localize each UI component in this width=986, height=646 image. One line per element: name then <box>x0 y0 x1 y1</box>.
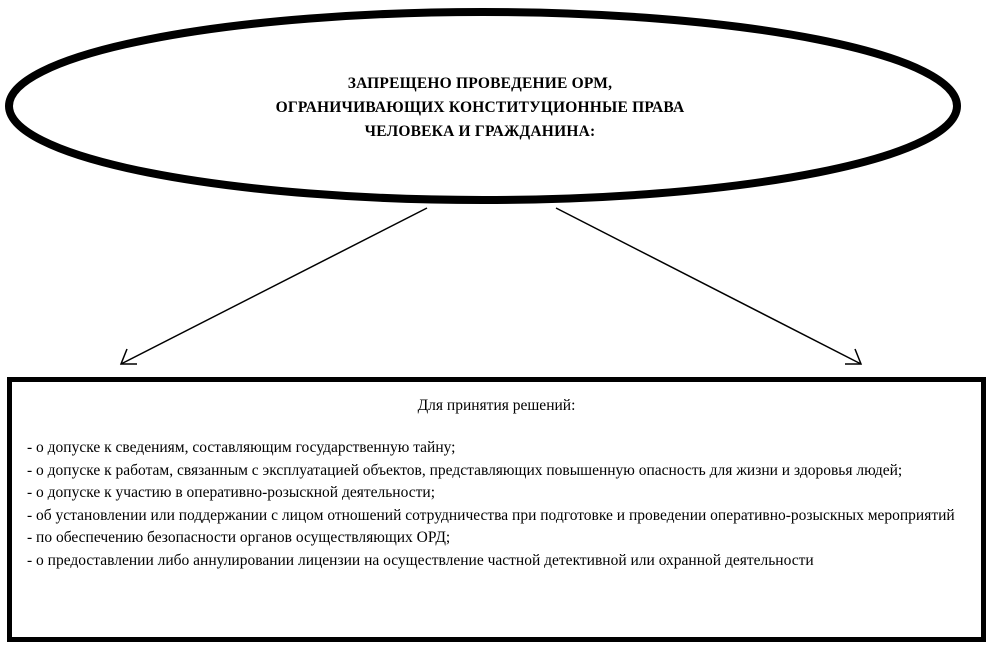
decisions-list <box>27 437 972 572</box>
list-item: - о предоставлении либо аннулировании лицензии на осуществление частной детективной или охранной деятельности <box>27 551 814 569</box>
oval-title <box>180 72 780 144</box>
box-heading: Для принятия решений: <box>417 397 576 414</box>
list-item: - о допуске к участию в оперативно-розыскной деятельности; <box>27 484 435 501</box>
oval-title-line: ЧЕЛОВЕКА И ГРАЖДАНИНА: <box>364 123 596 140</box>
list-item: - о допуске к работам, связанным с эксплуатацией объектов, представляющих повышенную опасность для жизни и здоровья людей; <box>27 461 903 479</box>
oval-title-line: ОГРАНИЧИВАЮЩИХ КОНСТИТУЦИОННЫЕ ПРАВА <box>275 99 685 116</box>
left-arrow-line <box>121 208 427 364</box>
oval-title-line: ЗАПРЕЩЕНО ПРОВЕДЕНИЕ ОРМ, <box>347 75 613 92</box>
list-item: - об установлении или поддержании с лицом отношений сотрудничества при подготовке и проведении оперативно-розыскных мероприятий <box>27 506 955 524</box>
list-item: - о допуске к сведениям, составляющим государственную тайну; <box>27 439 456 456</box>
decisions-box <box>7 377 986 642</box>
right-arrow-line <box>556 208 861 364</box>
list-item: - по обеспечению безопасности органов осуществляющих ОРД; <box>27 529 451 546</box>
